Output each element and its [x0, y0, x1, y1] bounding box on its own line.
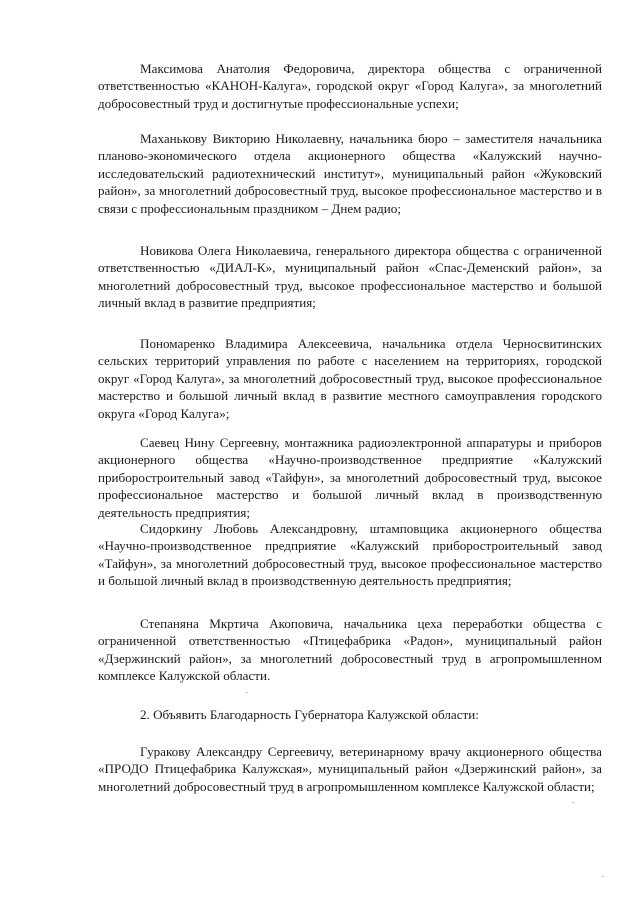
award-paragraph-maksimov: Максимова Анатолия Федоровича, директора общества с ограниченной ответственностью «КАНОН-Калуга», городской округ «Город Калуга», за многолетний добросовестный труд и достигнутые профессиональные успехи; — [98, 61, 602, 111]
award-paragraph-ponomarenko: Пономаренко Владимира Алексеевича, начальника отдела Черносвитинских сельских территорий управления по работе с населением на территориях, городской округ «Город Калуга», за многолетний добросовестный труд, высокое профессиональное мастерство и большой личный вклад в развитие местного самоуправления городского округа «Город Калуга»; — [98, 336, 602, 421]
award-paragraph-makhankova: Маханькову Викторию Николаевну, начальника бюро – заместителя начальника планово-экономического отдела акционерного общества «Калужский научно-исследовательский радиотехнический институт», муниципальный район «Жуковский район», за многолетний добросовестный труд, высокое профессиональное мастерство и в связи с профессиональным праздником – Днем радио; — [98, 131, 602, 216]
award-paragraph-sidorkina: Сидоркину Любовь Александровну, штамповщика акционерного общества «Научно-производственное предприятие «Калужский приборостроительный завод «Тайфун», за многолетний добросовестный труд, высокое профессиональное мастерство и большой личный вклад в производственную деятельность предприятия; — [98, 521, 602, 589]
award-paragraph-saevets: Саевец Нину Сергеевну, монтажника радиоэлектронной аппаратуры и приборов акционерного общества «Научно-производственное предприятие «Калужский приборостроительный завод «Тайфун», за многолетний добросовестный труд, высокое профессиональное мастерство и большой личный вклад в производственную деятельность предприятия; — [98, 435, 602, 520]
gratitude-paragraph-gurakov: Гуракову Александру Сергеевичу, ветеринарному врачу акционерного общества «ПРОДО Птицефабрика Калужская», муниципальный район «Дзержинский район», за многолетний добросовестный труд в агропромышленном комплексе Калужской области; — [98, 744, 602, 794]
section-heading: 2. Объявить Благодарность Губернатора Калужской области: — [140, 707, 479, 722]
scan-speck — [246, 692, 248, 693]
scan-speck — [602, 876, 604, 877]
award-paragraph-stepanyan: Степаняна Мкртича Акоповича, начальника цеха переработки общества с ограниченной ответственностью «Птицефабрика «Радон», муниципальный район «Дзержинский район», за многолетний добросовестный труд в агропромышленном комплексе Калужской области. — [98, 616, 602, 684]
scan-speck — [572, 802, 574, 803]
award-paragraph-novikov: Новикова Олега Николаевича, генерального директора общества с ограниченной ответственностью «ДИАЛ-К», муниципальный район «Спас-Деменский район», за многолетний добросовестный труд, высокое профессиональное мастерство и большой личный вклад в развитие предприятия; — [98, 243, 602, 311]
